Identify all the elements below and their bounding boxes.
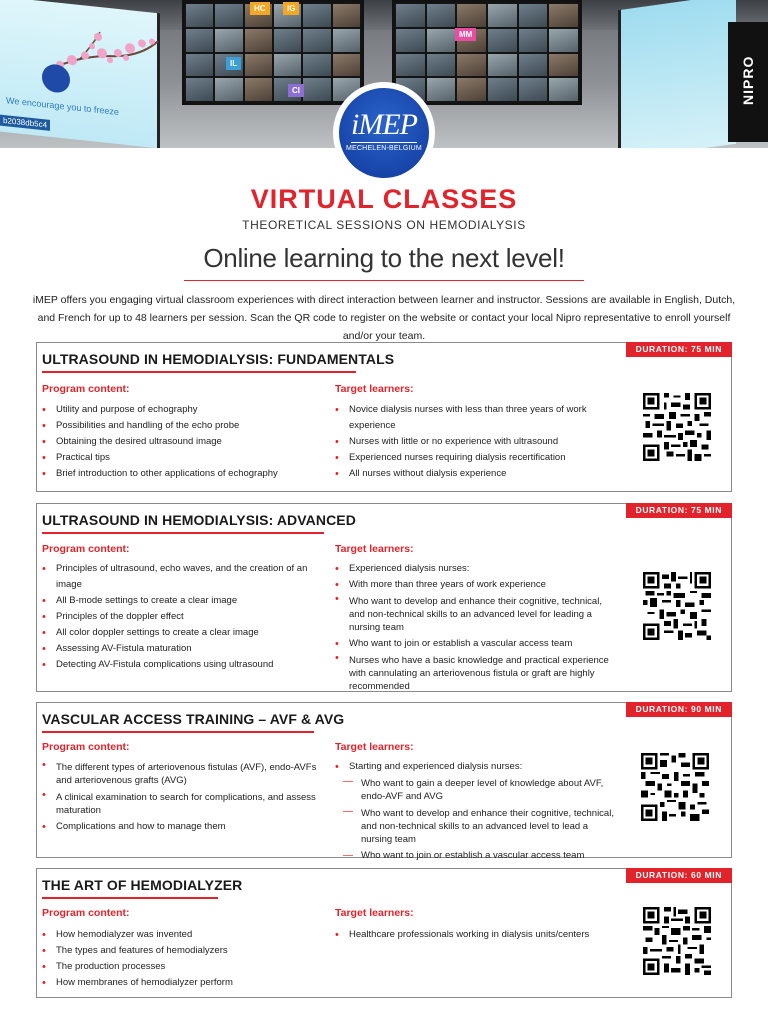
list-item: • Detecting AV-Fistula complications using ultrasound <box>42 657 327 673</box>
imep-logo <box>339 88 429 178</box>
list-item: • The production processes <box>42 959 327 975</box>
title-underline <box>42 897 218 899</box>
duration-badge: DURATION: 75 MIN <box>626 342 732 357</box>
participant-badge-hc: HC <box>250 2 270 15</box>
target-heading: Target learners: <box>335 741 414 753</box>
list-item: • How membranes of hemodialyzer perform <box>42 975 327 991</box>
tagline: Online learning to the next level! <box>203 243 565 273</box>
screen-text: We encourage you to freeze <box>6 95 119 118</box>
list-item: • All nurses without dialysis experience <box>335 466 625 482</box>
list-item: • Nurses who have a basic knowledge and practical experience with cannulating an arteriovenous fistula or graft are highly recommended <box>335 652 620 695</box>
logo-location: MECHELEN-BELGIUM <box>346 145 422 152</box>
target-list <box>335 561 620 695</box>
target-list <box>335 402 625 482</box>
list-item: • The types and features of hemodialyzers <box>42 943 327 959</box>
tagline-underline <box>184 280 584 281</box>
registration-qr-code[interactable] <box>641 907 713 975</box>
list-item: • Who want to develop and enhance their cognitive, technical, and non-technical skills to an advanced level for leading a nursing team <box>335 593 620 636</box>
list-item: • Nurses with little or no experience with ultrasound <box>335 434 625 450</box>
list-item: • All color doppler settings to create a clear image <box>42 625 327 641</box>
list-item: • Principles of the doppler effect <box>42 609 327 625</box>
nipro-logo: NIPRO <box>740 55 756 105</box>
course-title: VASCULAR ACCESS TRAINING – AVF & AVG <box>42 711 345 727</box>
list-item: • Utility and purpose of echography <box>42 402 322 418</box>
list-item: — Who want to join or establish a vascular access team <box>335 848 620 864</box>
list-item: • Brief introduction to other applications of echography <box>42 466 322 482</box>
course-card-ultrasound-fundamentals <box>36 342 732 492</box>
list-item: • Healthcare professionals working in dialysis units/centers <box>335 927 620 943</box>
list-item: • Experienced dialysis nurses: <box>335 561 620 577</box>
page-subtitle: THEORETICAL SESSIONS ON HEMODIALYSIS <box>242 218 526 232</box>
list-item: • How hemodialyzer was invented <box>42 927 327 943</box>
logo-name: iMEP <box>351 108 417 141</box>
program-list <box>42 927 327 991</box>
list-item: • Starting and experienced dialysis nurses: <box>335 759 620 775</box>
logo-divider <box>351 142 417 143</box>
left-display-screen <box>0 0 160 148</box>
course-title: ULTRASOUND IN HEMODIALYSIS: FUNDAMENTALS <box>42 351 395 367</box>
program-heading: Program content: <box>42 907 130 919</box>
target-list <box>335 759 620 864</box>
list-item: — Who want to develop and enhance their cognitive, technical, and non-technical skills to an advanced level to lead a nursing team <box>335 805 620 848</box>
list-item: — Who want to gain a deeper level of knowledge about AVF, endo-AVF and AVG <box>335 775 620 805</box>
title-underline <box>42 532 324 534</box>
video-wall-right <box>392 0 582 105</box>
program-heading: Program content: <box>42 383 130 395</box>
list-item: • All B-mode settings to create a clear image <box>42 593 327 609</box>
list-item: • Obtaining the desired ultrasound image <box>42 434 322 450</box>
list-item: • Complications and how to manage them <box>42 819 327 835</box>
title-underline <box>42 731 314 733</box>
program-list <box>42 561 327 673</box>
course-card-ultrasound-advanced <box>36 503 732 692</box>
participant-badge-ci: CI <box>288 84 304 97</box>
course-card-vascular-access <box>36 702 732 861</box>
program-heading: Program content: <box>42 543 130 555</box>
program-list <box>42 402 322 482</box>
list-item: • Experienced nurses requiring dialysis recertification <box>335 450 625 466</box>
intro-paragraph: iMEP offers you engaging virtual classroom experiences with direct interaction between learner and instructor. Sessions are available in English, Dutch, and French for up to 48 learners per session. Scan the QR code to register on the website or contact your local Nipro representative to enroll yourself and/or your team. <box>32 294 736 342</box>
right-display-screen <box>618 0 736 148</box>
list-item: • The different types of arteriovenous fistulas (AVF), endo-AVFs and arteriovenous grafts (AVG) <box>42 759 327 789</box>
target-list <box>335 927 620 943</box>
target-heading: Target learners: <box>335 543 414 555</box>
program-heading: Program content: <box>42 741 130 753</box>
page-title: VIRTUAL CLASSES <box>250 184 518 214</box>
list-item: • Possibilities and handling of the echo probe <box>42 418 322 434</box>
video-wall-left <box>182 0 364 105</box>
target-heading: Target learners: <box>335 907 414 919</box>
duration-badge: DURATION: 90 MIN <box>626 702 732 717</box>
duration-badge: DURATION: 60 MIN <box>626 868 732 883</box>
title-underline <box>42 371 356 373</box>
participant-badge-mm: MM <box>455 28 476 41</box>
screen-code: b2038db5c4 <box>0 115 50 131</box>
list-item: • Who want to join or establish a vascular access team <box>335 636 620 652</box>
course-card-art-of-hemodialyzer <box>36 868 732 998</box>
list-item: • Practical tips <box>42 450 322 466</box>
registration-qr-code[interactable] <box>641 393 713 461</box>
list-item: • Principles of ultrasound, echo waves, and the creation of an image <box>42 561 327 593</box>
course-title: ULTRASOUND IN HEMODIALYSIS: ADVANCED <box>42 512 356 528</box>
list-item: • With more than three years of work experience <box>335 577 620 593</box>
target-heading: Target learners: <box>335 383 414 395</box>
course-title: THE ART OF HEMODIALYZER <box>42 877 243 893</box>
list-item: • Assessing AV-Fistula maturation <box>42 641 327 657</box>
participant-badge-il: IL <box>226 57 241 70</box>
registration-qr-code[interactable] <box>641 572 713 640</box>
registration-qr-code[interactable] <box>639 753 711 821</box>
duration-badge: DURATION: 75 MIN <box>626 503 732 518</box>
participant-badge-ig: IG <box>283 2 299 15</box>
program-list <box>42 759 327 835</box>
list-item: • A clinical examination to search for complications, and assess maturation <box>42 789 327 819</box>
list-item: • Novice dialysis nurses with less than three years of work experience <box>335 402 625 434</box>
